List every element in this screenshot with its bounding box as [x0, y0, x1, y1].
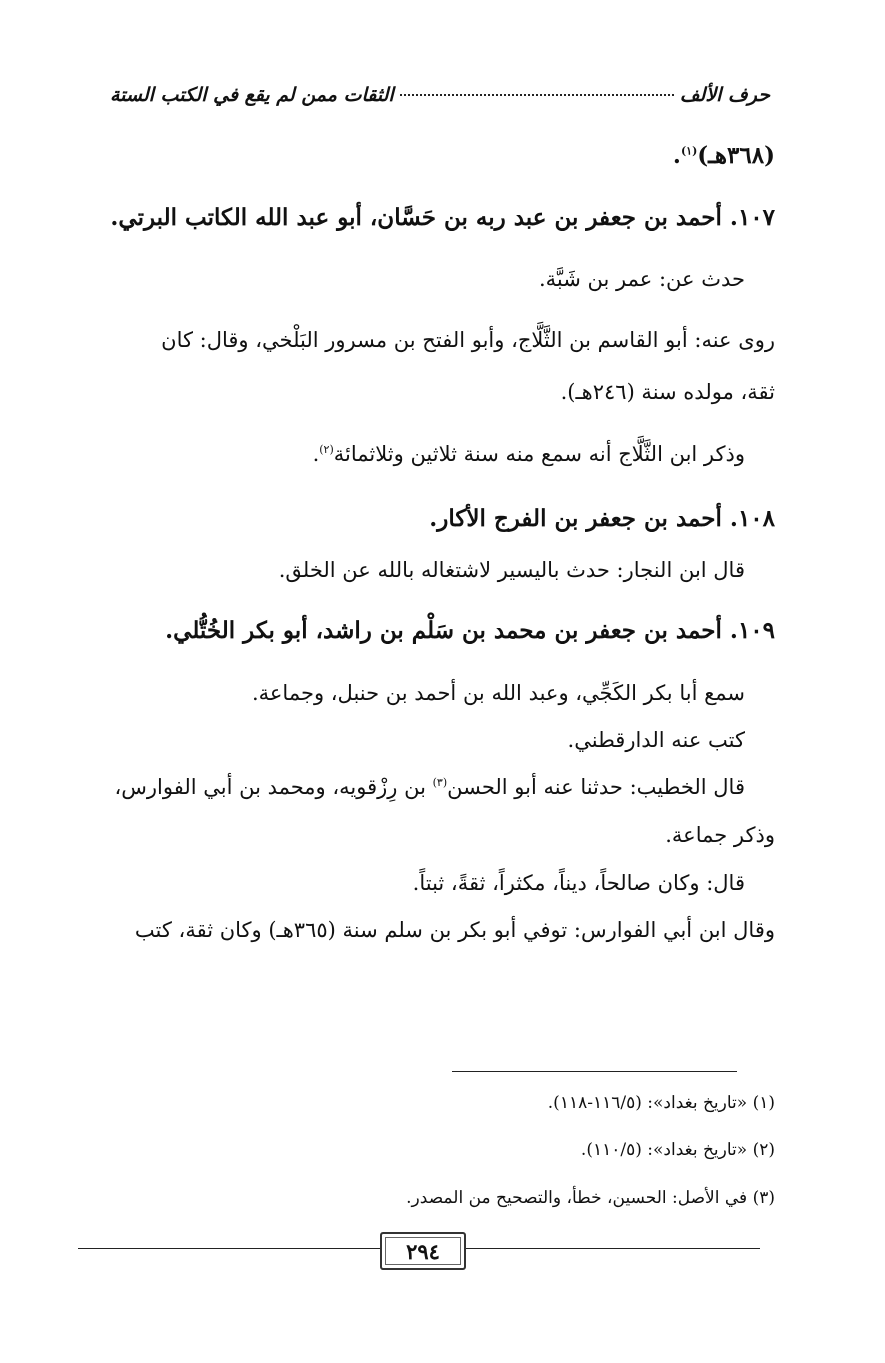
header-book-title: الثقات ممن لم يقع في الكتب الستة — [110, 84, 394, 106]
entry-109-line-5: قال: وكان صالحاً، ديناً، مكثراً، ثقةً، ثبتاً. — [412, 871, 745, 895]
entry-109-line-3-b: بن رِزْقويه، ومحمد بن أبي الفوارس، — [114, 775, 433, 799]
death-year: (٣٦٨هـ) — [697, 142, 775, 169]
continued-line — [110, 142, 775, 169]
period: . — [672, 142, 681, 169]
entry-108-line-1: قال ابن النجار: حدث باليسير لاشتغاله بالله عن الخلق. — [278, 558, 745, 582]
page-number: ٢٩٤ — [380, 1232, 466, 1270]
period: . — [312, 442, 320, 466]
entry-107-line-4-text: وذكر ابن الثَّلَّاج أنه سمع منه سنة ثلاثين وثلاثمائة — [333, 442, 745, 466]
header-chapter: حرف الألف — [679, 84, 770, 106]
running-header — [110, 84, 770, 114]
entry-108-title: ١٠٨. أحمد بن جعفر بن الفرج الأكار. — [429, 505, 775, 532]
entry-107-title: ١٠٧. أحمد بن جعفر بن عبد ربه بن حَسَّان، أبو عبد الله الكاتب البرتي. — [110, 204, 775, 231]
footnote-2: (٢) «تاريخ بغداد»: (١١٠/٥). — [580, 1140, 775, 1160]
entry-109-title: ١٠٩. أحمد بن جعفر بن محمد بن سَلْم بن راشد، أبو بكر الخُتُّلي. — [165, 617, 775, 644]
footnote-separator — [452, 1071, 737, 1072]
entry-107-line-1: حدث عن: عمر بن شَبَّة. — [538, 267, 745, 291]
entry-107-line-3: ثقة، مولده سنة (٢٤٦هـ). — [560, 380, 775, 404]
entry-109-line-3 — [110, 775, 745, 799]
entry-107-line-4 — [110, 442, 745, 466]
entry-107-line-2: روى عنه: أبو القاسم بن الثَّلَّاج، وأبو الفتح بن مسرور البَلْخي، وقال: كان — [161, 328, 775, 352]
entry-109-line-4: وذكر جماعة. — [665, 823, 775, 847]
entry-109-line-3-a: قال الخطيب: حدثنا عنه أبو الحسن — [447, 775, 745, 799]
footnote-ref-1: (١) — [680, 144, 698, 158]
footnote-1: (١) «تاريخ بغداد»: (١١٦/٥-١١٨). — [547, 1093, 775, 1113]
entry-109-line-1: سمع أبا بكر الكَجِّي، وعبد الله بن أحمد بن حنبل، وجماعة. — [251, 681, 745, 705]
footnote-ref-3: (٣) — [432, 776, 448, 789]
entry-109-line-6: وقال ابن أبي الفوارس: توفي أبو بكر بن سلم سنة (٣٦٥هـ) وكان ثقة، كتب — [134, 918, 775, 942]
footnote-3: (٣) في الأصل: الحسين، خطأ، والتصحيح من المصدر. — [406, 1188, 775, 1208]
footnote-ref-2: (٢) — [319, 443, 334, 456]
header-dot-leader — [400, 94, 674, 96]
entry-109-line-2: كتب عنه الدارقطني. — [567, 728, 745, 752]
